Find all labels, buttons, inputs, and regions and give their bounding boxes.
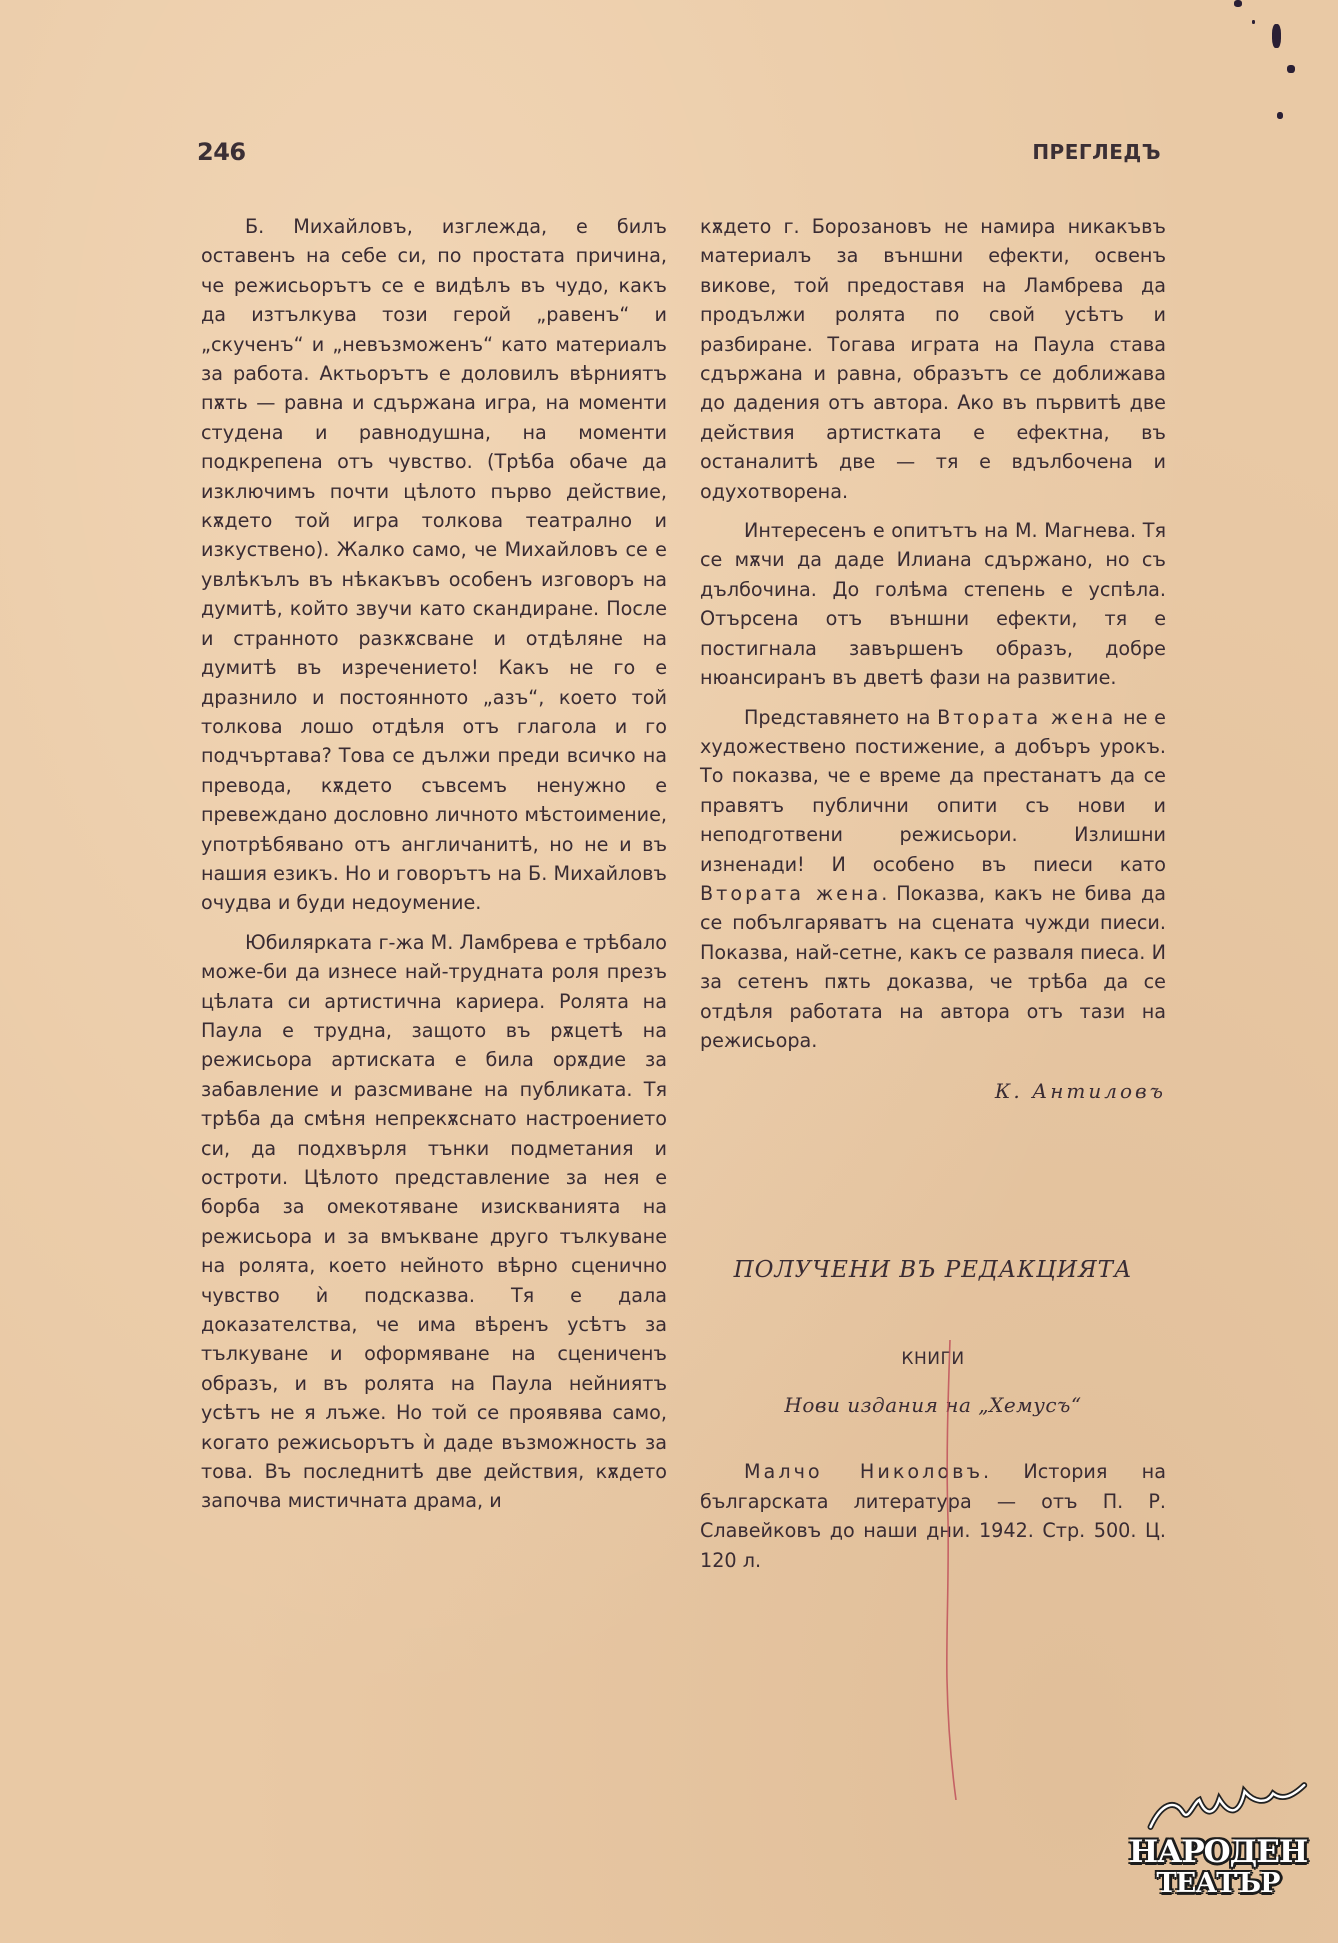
- book-entry: [700, 1457, 1166, 1575]
- paragraph: Б. Михайловъ, изглежда, е билъ оставенъ на себе си, по простата причина, че режисьорътъ се е видѣлъ въ чудо, какъ да изтълкува този герой „равенъ“ и „скученъ“ и „невъзможенъ“ като материалъ за работа. Актьорътъ е доловилъ вѣрниятъ пѫть — равна и сдържана игра, на моменти студена и равнодушна, на моменти подкрепена отъ чувство. (Трѣба обаче да изключимъ почти цѣлото първо действие, кѫдето той игра толкова театрално и изкуствено). Жалко само, че Михайловъ се е увлѣкълъ въ нѣкакъвъ особенъ изговоръ на думитѣ, който звучи като скандиране. После и странното разкѫсване и отдѣляне на думитѣ въ изречението! Какъ не го е дразнило и постоянното „азъ“, което той толкова лошо отдѣля отъ глагола и го подчъртава? Това се дължи преди всичко на превода, кѫдето съвсемъ ненужно е превеждано дословно личното мѣстоимение, употрѣбявано отъ англичанитѣ, но не и въ нашия езикъ. Но и говорътъ на Б. Михайловъ очудва и буди недоумение.: [201, 215, 667, 915]
- national-theatre-logo: [1118, 1786, 1318, 1916]
- publisher-line: Нови издания на „Хемусъ“: [784, 1393, 1082, 1418]
- category-label: КНИГИ: [901, 1349, 965, 1370]
- paragraph: кѫдето г. Борозановъ не намира никакъвъ материалъ за външни ефекти, освенъ викове, той предоставя на Ламбрева да продължи ролята по свой усѣтъ и разбиране. Тогава играта на Паула става сдържана и равна, образътъ се доближава до дадения отъ автора. Ако въ първитѣ две действия артистката е ефектна, въ останалитѣ две — тя е вдълбочена и одухотворена.: [700, 215, 1166, 503]
- logo-word: НАРОДЕН: [1128, 1834, 1308, 1870]
- play-title: Втората жена: [937, 705, 1117, 729]
- author-signature: К. Антиловъ: [994, 1079, 1166, 1104]
- speck: [1252, 20, 1255, 24]
- text-run: . Показва, какъ не бива да се побългаряватъ на сцената чужди пиеси. Показва, най-сетне, какъ се разваля пиеса. И за сетенъ пѫть доказва, че трѣба да се отдѣля работата на автора отъ тази на режисьора.: [700, 881, 1166, 1052]
- right-column: [700, 212, 1166, 1575]
- paper-specks: [1220, 0, 1280, 130]
- play-title: Втората жена: [700, 881, 882, 905]
- left-column: [201, 212, 667, 1516]
- book-description: . История на българската литература — отъ П. Р. Славейковъ до наши дни. 1942. Стр. 500. Ц. 120 л.: [700, 1460, 1166, 1572]
- speck: [1287, 65, 1295, 73]
- section-title: ПОЛУЧЕНИ ВЪ РЕДАКЦИЯТА: [733, 1257, 1133, 1284]
- journal-title: ПРЕГЛЕДЪ: [1032, 140, 1161, 164]
- speck: [1277, 112, 1283, 119]
- logo-word: ТЕАТЪР: [1156, 1868, 1280, 1899]
- book-author: Малчо Николовъ: [744, 1460, 984, 1484]
- logo-signature-drawing: [1140, 1774, 1314, 1837]
- page-header: [197, 138, 1161, 168]
- speck: [1272, 24, 1281, 48]
- received-section: [700, 1255, 1166, 1575]
- speck: [1234, 0, 1242, 7]
- text-run: Представянето на: [744, 705, 938, 729]
- closing-paragraph: [700, 703, 1166, 1056]
- paragraph: Юбилярката г-жа М. Ламбрева е трѣбало може-би да изнесе най-трудната роля презъ цѣлата си артистична кариера. Ролята на Паула е трудна, защото въ рѫцетѣ на режисьора артиската е била орѫдие за забавление и разсмиване на публиката. Тя трѣба да смѣня непрекѫснато настроението си, да подхвърля тънки подметания и остроти. Цѣлото представление за нея е борба за омекотяване изискванията на режисьора и за вмъкване друго тълкуване на ролята, което нейното вѣрно сценично чувство ѝ подсказва. Тя е дала доказателства, че има вѣренъ усѣтъ за тълкуване и оформяване на сцениченъ образъ, и въ ролята на Паула нейниятъ усѣтъ не я лъже. Но той се проявява само, когато режисьорътъ ѝ даде възможность за това. Въ последнитѣ две действия, кѫдето започва мистичната драма, и: [201, 930, 667, 1513]
- page-number: 246: [197, 138, 246, 166]
- text-run: не е художествено постижение, а добъръ урокъ. То показва, че е време да престанатъ да се правятъ публични опити съ нови и неподготвени режисьори. Излишни изненади! И особено въ пиеси като: [700, 705, 1166, 876]
- paragraph: Интересенъ е опитътъ на М. Магнева. Тя се мѫчи да даде Илиана сдържано, но съ дълбочина. До голѣма степень е успѣла. Отърсена отъ външни ефекти, тя е постигнала завършенъ образъ, добре нюансиранъ въ дветѣ фази на развитие.: [700, 519, 1166, 690]
